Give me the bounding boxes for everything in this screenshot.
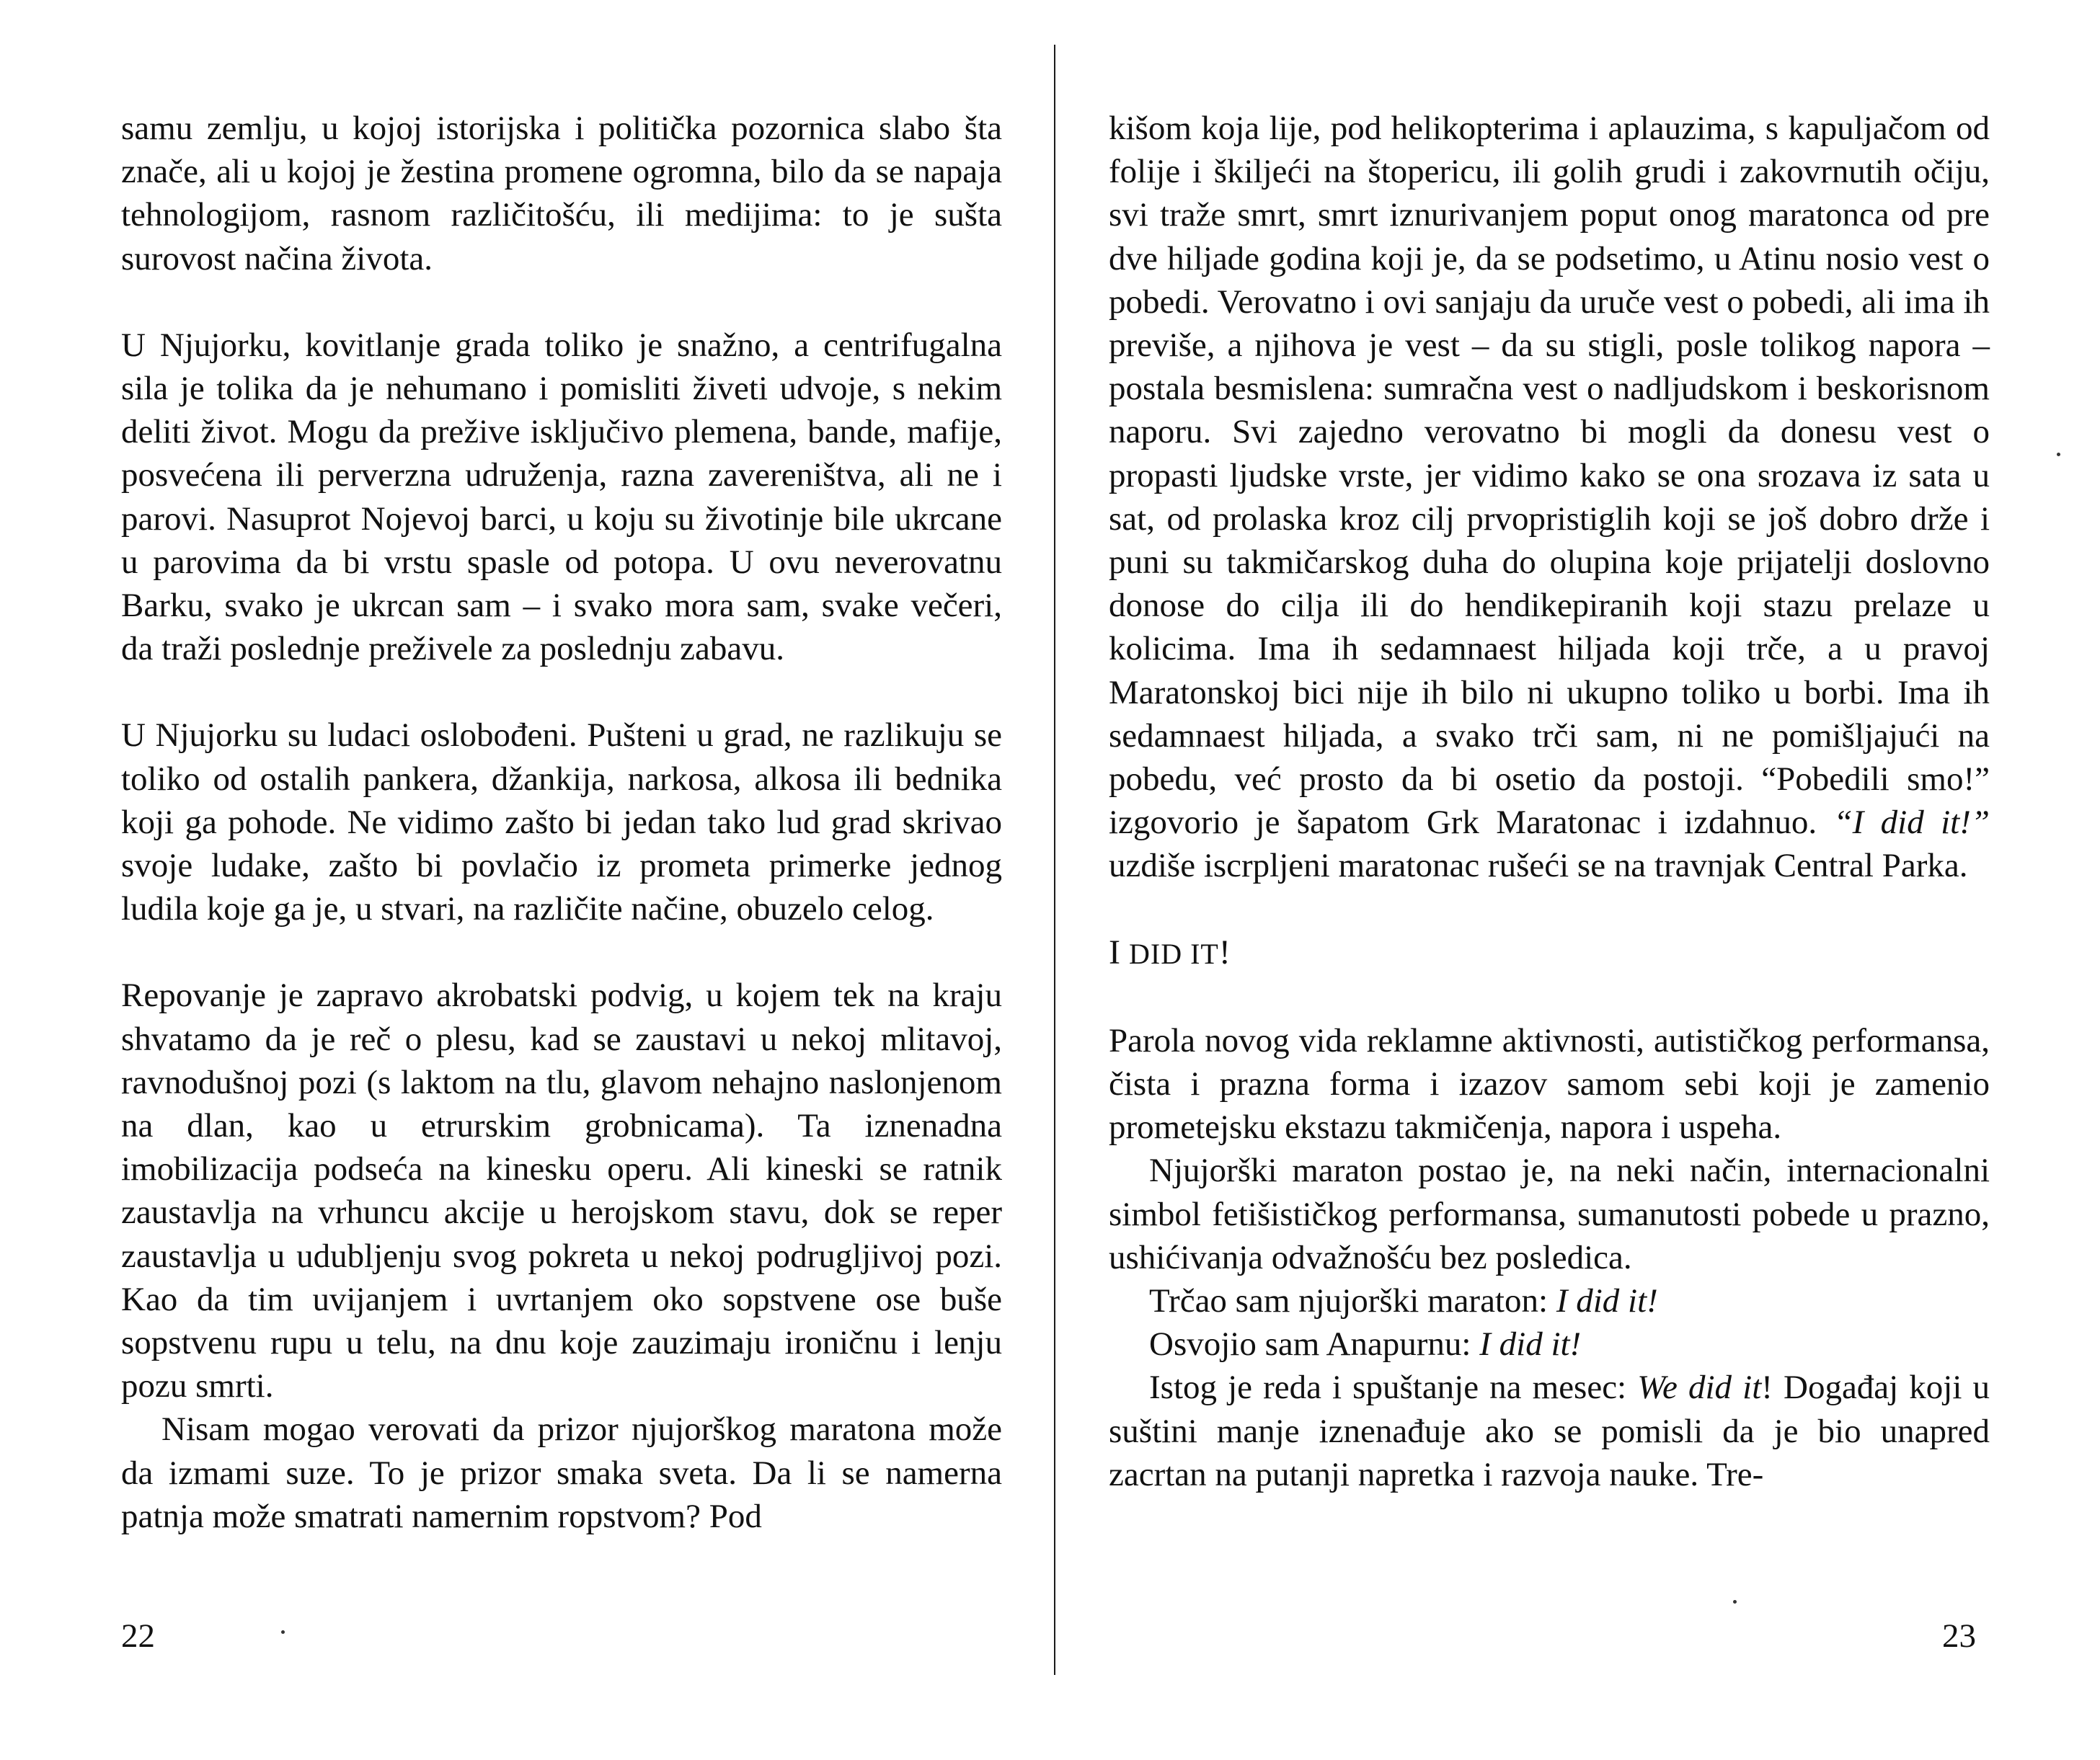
right-paragraph-last-ending: ! Događaj koji u suštini manje iznenađuje ako se pomisli da je bio unapred zacrtan na putanji napretka i razvoja nauke. Tre- [1109, 1369, 1990, 1493]
right-paragraph-last-italic: We did it [1637, 1369, 1762, 1407]
left-paragraph-4: Repovanje je zapravo akrobatski podvig, u kojem tek na kraju shvatamo da je reč o plesu, kad se zaustavi u nekoj mlitavoj, ravnodušnoj pozi (s laktom na tlu, glavom nehajno naslonjenom na dlan, kao u etrurskim grobnicama). Ta iznenadna imobilizacija podseća na kinesku operu. Ali kineski se ratnik zaustavlja na vrhuncu akcije u herojskom stavu, dok se reper zaustavlja u udubljenju svog pokreta u nekoj podrugljivoj pozi. Kao da tim uvijanjem i uvrtanjem oko sopstvene ose buše sopstvenu rupu u telu, na dnu koje zauzimaju ironičnu i lenju pozu smrti. [121, 977, 1002, 1405]
marathon-line [1109, 1279, 1990, 1323]
right-paragraph-last [1109, 1366, 1990, 1496]
right-paragraph-1-text: kišom koja lije, pod helikopterima i aplauzima, s kapuljačom od folije i škiljeći na štopericu, ili golih grudi i zakovrnutih očiju, svi traže smrt, smrt iznurivanjem poput onog maratonca od pre dve hiljade godina koji je, da se podsetimo, u Atinu nosio vest o pobedi. Verovatno i ovi sanjaju da uruče vest o pobedi, ali ima ih previše, a njihova je vest – da su stigli, posle tolikog napora – postala besmislena: sumračna vest o nadljudskom i beskorisnom naporu. Svi zajedno verovatno bi mogli da donesu vest o propasti ljudske vrste, jer vidimo kako se ona srozava iz sata u sat, od prolaska kroz cilj prvopristiglih koji se još dobro drže i puni su takmičarskog duha do olupina koje prijatelji doslovno donose do cilja ili do hendikepiranih koji stazu prelaze u kolicima. Ima ih sedamnaest hiljada koji trče, a u pravoj Maratonskoj bici nije ih bilo ni ukupno toliko u borbi. Ima ih sedamnaest hiljada, a svako trči sam, ni ne pomišljajući na pobedu, već prosto da bi osetio da postoji. “Pobedili smo!” izgovorio je šapatom Grk Maratonac i izdahnuo. [1109, 110, 1990, 842]
right-paragraph-last-text: Istog je reda i spuštanje na mesec: [1149, 1369, 1627, 1407]
right-paragraph-1-quote: “I did it!” [1833, 804, 1990, 842]
annapurna-line-text: Osvojio sam Anapurnu: [1149, 1325, 1471, 1364]
right-paragraph-1-ending: uzdiše iscrpljeni maratonac rušeći se na travnjak Central Parka. [1109, 847, 1968, 885]
scan-speck [1733, 1600, 1737, 1604]
section-heading-rest: DID IT [1128, 937, 1219, 970]
left-paragraph-3: U Njujorku su ludaci oslobođeni. Pušteni u grad, ne razlikuju se toliko od ostalih pankera, džankija, narkosa, alkosa ili bednika koji ga pohode. Ne vidimo zašto bi jedan tako lud grad skrivao svoje ludake, zašto bi povlačio iz prometa primerke jednog ludila koje ga je, u stvari, na različite načine, obuzelo celog. [121, 716, 1002, 928]
left-page-number: 22 [121, 1617, 155, 1655]
page-gutter [1054, 45, 1055, 1675]
right-paragraph-1 [1109, 107, 1990, 888]
section-heading-punct: ! [1218, 933, 1231, 972]
scan-speck [2057, 453, 2060, 456]
left-paragraph-1: samu zemlju, u kojoj istorijska i politička pozornica slabo šta znače, ali u kojoj je žestina promene ogromna, bilo da se napaja tehnologijom, rasnom različitošću, ili medijima: to je sušta surovost načina života. [121, 110, 1002, 277]
annapurna-line [1109, 1323, 1990, 1366]
right-page-number: 23 [1942, 1617, 1976, 1655]
scan-speck [281, 1630, 285, 1634]
annapurna-line-italic: I did it! [1479, 1325, 1582, 1364]
left-page [121, 107, 1002, 1538]
right-paragraph-3: Njujorški maraton postao je, na neki način, internacionalni simbol fetišističkog performansa, sumanutosti pobede u prazno, ushićivanja odvažnošću bez posledica. [1109, 1152, 1990, 1276]
left-paragraph-2: U Njujorku, kovitlanje grada toliko je snažno, a centrifugalna sila je tolika da je nehumano i pomisliti živeti udvoje, s nekim deliti život. Mogu da prežive isključivo plemena, bande, mafije, posvećena ili perverzna udruženja, razna zavereništva, ali ne i parovi. Nasuprot Nojevoj barci, u koju su životinje bile ukrcane u parovima da bi vrstu spasle od potopa. U ovu neverovatnu Barku, svako je ukrcan sam – i svako mora sam, svake večeri, da traži poslednje preživele za poslednju zabavu. [121, 326, 1002, 668]
marathon-line-text: Trčao sam njujorški maraton: [1149, 1282, 1549, 1320]
marathon-line-italic: I did it! [1556, 1282, 1658, 1320]
section-heading [1109, 931, 1990, 976]
section-heading-initial: I [1109, 933, 1121, 972]
right-page [1109, 107, 1990, 1496]
left-paragraph-5: Nisam mogao verovati da prizor njujorškog maratona može da izmami suze. To je prizor smaka sveta. Da li se namerna patnja može smatrati namernim ropstvom? Pod [121, 1410, 1002, 1535]
right-paragraph-2: Parola novog vida reklamne aktivnosti, autističkog performansa, čista i prazna forma i izazov samom sebi koji je zamenio prometejsku ekstazu takmičenja, napora i uspeha. [1109, 1021, 1990, 1147]
